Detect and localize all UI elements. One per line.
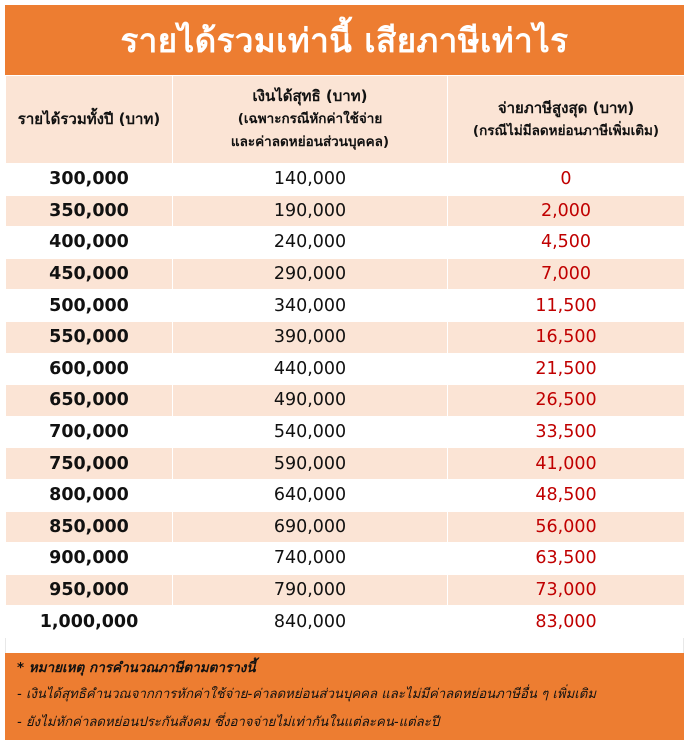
net-income-cell: 140,000 (173, 164, 448, 196)
header-income (6, 76, 173, 164)
net-income-cell: 190,000 (173, 195, 448, 227)
max-tax-cell: 16,500 (448, 321, 685, 353)
net-income-cell: 290,000 (173, 258, 448, 290)
max-tax-cell: 63,500 (448, 543, 685, 575)
header-net-note-2: และค่าลดหย่อนส่วนบุคคล) (230, 134, 390, 150)
table-row (6, 258, 685, 290)
income-cell: 350,000 (6, 195, 173, 227)
table-row (6, 321, 685, 353)
table-row (6, 416, 685, 448)
income-cell: 500,000 (6, 290, 173, 322)
net-income-cell: 790,000 (173, 574, 448, 606)
table-row (6, 448, 685, 480)
page-title: รายได้รวมเท่านี้ เสียภาษีเท่าไร (120, 20, 569, 60)
table-row (6, 574, 685, 606)
income-cell: 750,000 (6, 448, 173, 480)
max-tax-cell: 33,500 (448, 416, 685, 448)
income-cell: 650,000 (6, 385, 173, 417)
max-tax-cell: 48,500 (448, 479, 685, 511)
table-row (6, 511, 685, 543)
income-cell: 1,000,000 (6, 606, 173, 638)
income-cell: 400,000 (6, 227, 173, 259)
table-row (6, 290, 685, 322)
header-max-tax (448, 76, 685, 164)
max-tax-cell: 7,000 (448, 258, 685, 290)
net-income-cell: 540,000 (173, 416, 448, 448)
income-cell: 700,000 (6, 416, 173, 448)
title-banner (5, 5, 684, 75)
net-income-cell: 490,000 (173, 385, 448, 417)
table-header-row (6, 76, 685, 164)
max-tax-cell: 83,000 (448, 606, 685, 638)
table-row (6, 195, 685, 227)
net-income-cell: 590,000 (173, 448, 448, 480)
notes-panel (5, 653, 684, 740)
income-cell: 850,000 (6, 511, 173, 543)
income-cell: 300,000 (6, 164, 173, 196)
note-line: - ยังไม่หักค่าลดหย่อนประกันสังคม ซึ่งอาจจ่ายไม่เท่ากันในแต่ละคน-แต่ละปี (17, 715, 440, 730)
max-tax-cell: 56,000 (448, 511, 685, 543)
net-income-cell: 690,000 (173, 511, 448, 543)
table-row (6, 227, 685, 259)
net-income-cell: 440,000 (173, 353, 448, 385)
max-tax-cell: 0 (448, 164, 685, 196)
table-row (6, 606, 685, 638)
max-tax-cell: 73,000 (448, 574, 685, 606)
net-income-cell: 840,000 (173, 606, 448, 638)
max-tax-cell: 41,000 (448, 448, 685, 480)
income-cell: 450,000 (6, 258, 173, 290)
max-tax-cell: 11,500 (448, 290, 685, 322)
table-row (6, 543, 685, 575)
notes-title: * หมายเหตุ การคำนวณภาษีตามตารางนี้ (17, 660, 256, 676)
header-tax-note: (กรณีไม่มีลดหย่อนภาษีเพิ่มเติม) (472, 122, 660, 139)
header-net-title: เงินได้สุทธิ (บาท) (252, 87, 368, 105)
note-line: - เงินได้สุทธิคำนวณจากการหักค่าใช้จ่าย-ค่าลดหย่อนส่วนบุคคล และไม่มีค่าลดหย่อนภาษีอื่น ๆ เพิ่มเติม (17, 687, 597, 702)
income-cell: 800,000 (6, 479, 173, 511)
tax-table (5, 75, 685, 638)
table-row (6, 479, 685, 511)
max-tax-cell: 26,500 (448, 385, 685, 417)
table-row (6, 164, 685, 196)
table-row (6, 385, 685, 417)
income-cell: 950,000 (6, 574, 173, 606)
max-tax-cell: 2,000 (448, 195, 685, 227)
income-cell: 550,000 (6, 321, 173, 353)
income-cell: 900,000 (6, 543, 173, 575)
net-income-cell: 740,000 (173, 543, 448, 575)
net-income-cell: 240,000 (173, 227, 448, 259)
header-tax-title: จ่ายภาษีสูงสุด (บาท) (497, 98, 635, 117)
net-income-cell: 340,000 (173, 290, 448, 322)
net-income-cell: 640,000 (173, 479, 448, 511)
header-net-income (173, 76, 448, 164)
income-cell: 600,000 (6, 353, 173, 385)
net-income-cell: 390,000 (173, 321, 448, 353)
header-income-label: รายได้รวมทั้งปี (บาท) (17, 110, 161, 128)
max-tax-cell: 21,500 (448, 353, 685, 385)
max-tax-cell: 4,500 (448, 227, 685, 259)
header-net-note-1: (เฉพาะกรณีหักค่าใช้จ่าย (237, 111, 383, 127)
table-row (6, 353, 685, 385)
